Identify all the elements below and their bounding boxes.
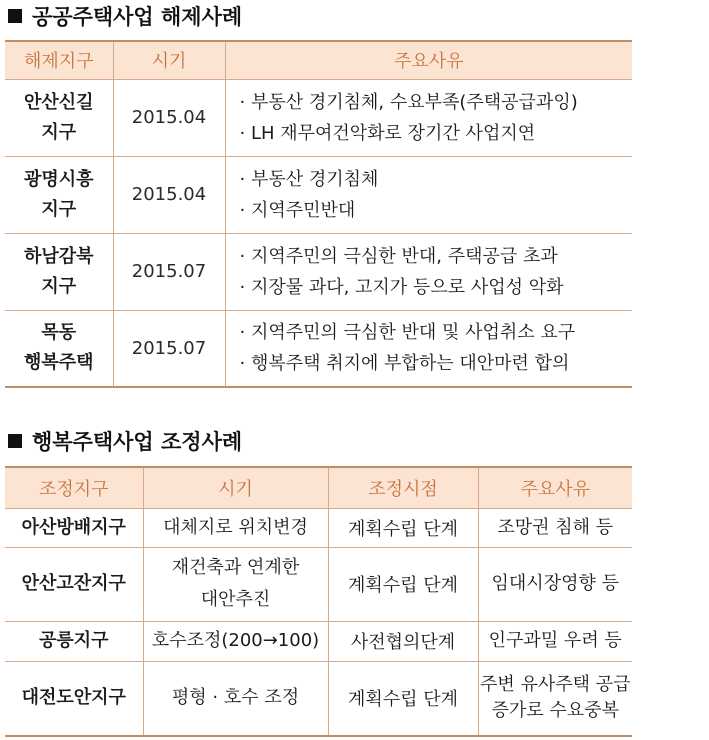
- district-line: 하남감북: [23, 245, 94, 267]
- square-bullet-icon: [8, 9, 22, 23]
- district-cell: 대전도안지구: [5, 661, 143, 736]
- period-line: 재건축과 연계한: [171, 557, 300, 578]
- district-cell: [5, 310, 113, 387]
- period-cell: 2015.04: [113, 79, 225, 156]
- table-row: [5, 508, 632, 547]
- stage-cell: 계획수립 단계: [328, 661, 478, 736]
- reason-line: · 부동산 경기침체, 수요부족(주택공급과잉): [239, 91, 578, 113]
- table-row: [5, 79, 632, 156]
- reason-line: · LH 재무여건악화로 장기간 사업지연: [239, 122, 536, 144]
- reason-line: 증가로 수요중복: [491, 700, 619, 722]
- adjustment-cases-table: [5, 466, 632, 737]
- district-cell: [5, 233, 113, 310]
- district-line: 목동: [41, 322, 77, 344]
- reasons-cell: [225, 233, 632, 310]
- header-reason: 주요사유: [478, 467, 632, 508]
- reason-line: · 부동산 경기침체: [239, 168, 379, 190]
- stage-cell: 계획수립 단계: [328, 547, 478, 621]
- table-row: [5, 621, 632, 661]
- stage-cell: 사전협의단계: [328, 621, 478, 661]
- header-period: 시기: [113, 41, 225, 79]
- table-row: [5, 661, 632, 736]
- header-row: [5, 41, 632, 79]
- period-line: 대체지로 위치변경: [163, 516, 308, 538]
- section2-title-text: 행복주택사업 조정사례: [32, 430, 243, 454]
- period-cell: 2015.07: [113, 310, 225, 387]
- reasons-cell: [225, 310, 632, 387]
- period-line: 대안추진: [200, 589, 271, 610]
- header-row: [5, 467, 632, 508]
- reason-line: · 지역주민반대: [239, 199, 356, 221]
- period-line: 평형 · 호수 조정: [171, 687, 300, 709]
- reason-cell: [478, 661, 632, 736]
- cancellation-cases-table: [5, 40, 632, 388]
- district-line: 광명시흥: [23, 168, 94, 190]
- table-row: [5, 547, 632, 621]
- district-line: 지구: [41, 275, 77, 297]
- table-row: [5, 233, 632, 310]
- square-bullet-icon: [8, 434, 22, 448]
- section1-title-text: 공공주택사업 해제사례: [32, 5, 243, 29]
- reason-line: · 지장물 과다, 고지가 등으로 사업성 악화: [239, 276, 564, 298]
- district-cell: [5, 79, 113, 156]
- district-cell: [5, 156, 113, 233]
- period-line: 호수조정(200→100): [151, 630, 320, 651]
- section2-title: [8, 427, 242, 455]
- reason-line: 주변 유사주택 공급: [479, 674, 631, 696]
- reason-cell: [478, 508, 632, 547]
- district-cell: 안산고잔지구: [5, 547, 143, 621]
- district-line: 지구: [41, 121, 77, 143]
- header-district: 조정지구: [5, 467, 143, 508]
- district-line: 지구: [41, 198, 77, 220]
- reason-cell: [478, 621, 632, 661]
- header-district: 해제지구: [5, 41, 113, 79]
- header-reasons: 주요사유: [225, 41, 632, 79]
- period-cell: [143, 621, 328, 661]
- district-cell: 아산방배지구: [5, 508, 143, 547]
- district-cell: 공릉지구: [5, 621, 143, 661]
- period-cell: 2015.07: [113, 233, 225, 310]
- reason-line: 인구과밀 우려 등: [488, 630, 622, 651]
- period-cell: [143, 661, 328, 736]
- reason-line: 임대시장영향 등: [491, 573, 619, 594]
- district-line: 행복주택: [23, 352, 94, 374]
- reason-cell: [478, 547, 632, 621]
- table-row: [5, 310, 632, 387]
- reasons-cell: [225, 156, 632, 233]
- period-cell: [143, 547, 328, 621]
- reason-line: · 지역주민의 극심한 반대, 주택공급 초과: [239, 245, 558, 267]
- period-cell: 2015.04: [113, 156, 225, 233]
- reason-line: · 행복주택 취지에 부합하는 대안마련 합의: [239, 353, 570, 375]
- header-period: 시기: [143, 467, 328, 508]
- period-cell: [143, 508, 328, 547]
- table-row: [5, 156, 632, 233]
- header-stage: 조정시점: [328, 467, 478, 508]
- reasons-cell: [225, 79, 632, 156]
- section1-title: [8, 2, 242, 30]
- reason-line: 조망권 침해 등: [497, 516, 614, 538]
- district-line: 안산신길: [23, 91, 94, 113]
- reason-line: · 지역주민의 극심한 반대 및 사업취소 요구: [239, 322, 576, 344]
- stage-cell: 계획수립 단계: [328, 508, 478, 547]
